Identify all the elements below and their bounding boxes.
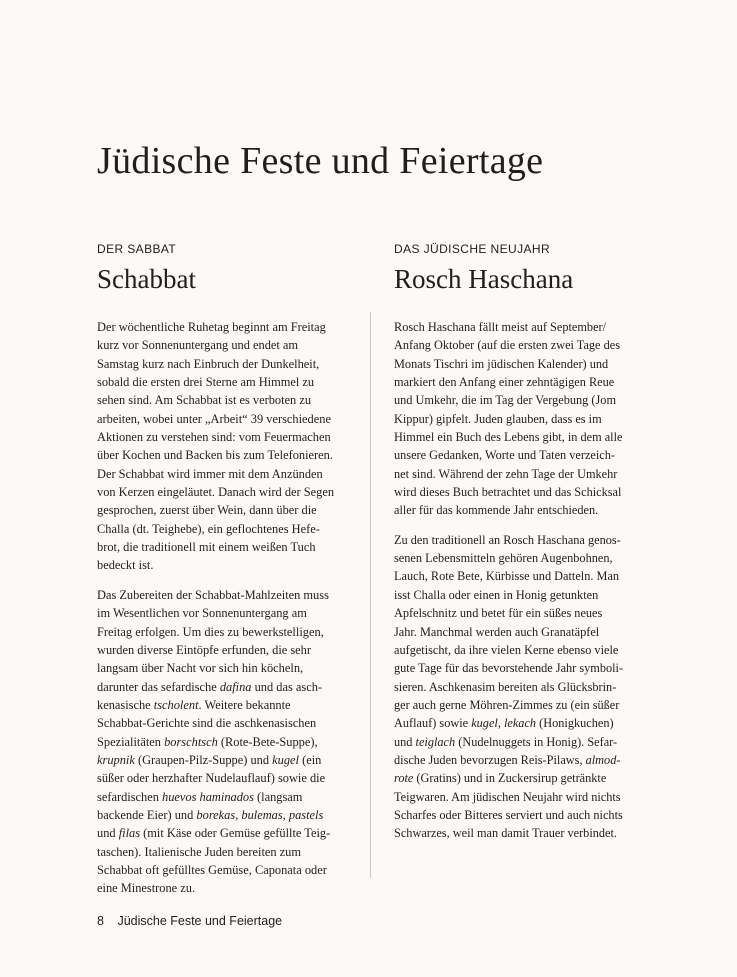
text-line [97, 465, 347, 483]
text-run: (Rote-Bete-Suppe), [217, 734, 318, 749]
text-line [97, 696, 347, 714]
section-heading-rosch-haschana: Rosch Haschana [394, 264, 574, 294]
text-line [394, 714, 649, 732]
text-run: Aktionen zu verstehen sind: vom Feuermachen [97, 430, 331, 445]
text-run: ger auch gerne Möhren-Zimmes zu (ein süßer [394, 697, 620, 712]
text-line [97, 604, 347, 622]
text-line [97, 586, 347, 604]
paragraph-gap [394, 520, 649, 531]
text-run: Monats Tischri im jüdischen Kalender) und [394, 356, 609, 371]
text-run: und das asch- [251, 679, 323, 694]
text-run: im Wesentlichen vor Sonnenuntergang am [97, 606, 307, 621]
text-run: aufgetischt, da ihre vielen Kerne ebenso viele [394, 642, 619, 657]
text-run: Challa (dt. Teighebe), ein geflochtenes Hefe- [97, 521, 320, 536]
text-line [97, 428, 347, 446]
text-line [97, 861, 347, 879]
text-run: Spezialitäten [97, 734, 165, 749]
text-line [97, 659, 347, 677]
text-line [394, 641, 649, 659]
text-run: (Honigkuchen) [536, 716, 614, 731]
text-line [97, 788, 347, 806]
text-line [97, 714, 347, 732]
text-line [394, 733, 649, 751]
text-run: (mit Käse oder Gemüse gefüllte Teig- [140, 826, 331, 841]
text-line [394, 567, 649, 585]
text-run: sehen sind. Am Schabbat ist es verboten zu [97, 393, 312, 408]
text-run: Zu den traditionell an Rosch Haschana genos- [394, 532, 621, 547]
text-line [394, 318, 649, 336]
page-number: 8 [97, 914, 104, 928]
italic-term: almod- [585, 752, 621, 767]
text-line [97, 410, 347, 428]
text-run: kurz vor Sonnenuntergang und endet am [97, 338, 299, 353]
text-line [394, 751, 649, 769]
column-neujahr [394, 240, 649, 843]
text-line [394, 373, 649, 391]
text-line [97, 520, 347, 538]
running-title: Jüdische Feste und Feiertage [117, 914, 283, 928]
text-line [394, 788, 649, 806]
text-run: Der wöchentliche Ruhetag beginnt am Freitag [97, 320, 326, 334]
text-line [97, 879, 347, 897]
text-run: und Umkehr, die im Tag der Vergebung (Jom [394, 393, 617, 408]
text-run: sefardischen [97, 789, 163, 804]
italic-term: filas [118, 826, 141, 841]
text-line [394, 623, 649, 641]
text-run: darunter das sefardische [97, 679, 220, 694]
text-run: Das Zubereiten der Schabbat-Mahlzeiten muss [97, 587, 329, 602]
text-line [97, 483, 347, 501]
section-body-schabbat [97, 318, 347, 898]
text-run: sobald die ersten drei Sterne am Himmel zu [97, 375, 315, 390]
column-sabbat [97, 240, 347, 898]
text-run: Kippur) gipfelt. Juden glauben, dass es im [394, 411, 602, 426]
text-line [97, 806, 347, 824]
text-line [394, 586, 649, 604]
text-run: bedeckt ist. [97, 558, 154, 573]
text-run: . Weitere bekannte [198, 697, 291, 712]
text-line [97, 733, 347, 751]
text-run: und [394, 734, 416, 749]
text-line [97, 556, 347, 574]
text-run: brot, die traditionell mit einem weißen Tuch [97, 540, 316, 555]
section-body-rosch-haschana [394, 318, 649, 843]
text-run: unsere Gedanken, Worte und Taten verzeich- [394, 448, 615, 463]
text-line [97, 355, 347, 373]
text-run: Freitag erfolgen. Um dies zu bewerkstelligen, [97, 624, 324, 639]
text-line [97, 318, 347, 336]
text-run: Lauch, Rote Bete, Kürbisse und Datteln. Man [394, 569, 620, 584]
text-run: Auflauf) sowie [394, 716, 472, 731]
text-line [97, 641, 347, 659]
text-line [394, 336, 649, 354]
text-run: (Nudelnuggets in Honig). Sefar- [455, 734, 618, 749]
text-line [97, 373, 347, 391]
section-heading-schabbat: Schabbat [97, 264, 196, 294]
text-line [394, 696, 649, 714]
text-run: senen Lebensmitteln gehören Augenbohnen, [394, 551, 613, 566]
text-run: Himmel ein Buch des Lebens gibt, in dem alle [394, 430, 623, 445]
text-run: Schwarzes, weil man damit Trauer verbindet. [394, 826, 617, 841]
text-run: Teigwaren. Am jüdischen Neujahr wird nichts [394, 789, 621, 804]
text-run: backende Eier) und [97, 807, 197, 822]
text-line [394, 410, 649, 428]
italic-term: huevos haminados [162, 789, 254, 804]
text-line [97, 538, 347, 556]
text-run: (ein [299, 752, 322, 767]
italic-term: dafina [219, 679, 252, 694]
text-run: Samstag kurz nach Einbruch der Dunkelheit, [97, 356, 320, 371]
text-line [394, 549, 649, 567]
page-footer [97, 914, 282, 928]
text-line [394, 659, 649, 677]
text-line [394, 769, 649, 787]
text-line [97, 391, 347, 409]
text-line [394, 806, 649, 824]
text-run: markiert den Anfang einer zehntägigen Reue [394, 375, 615, 390]
text-run: arbeiten, wobei unter „Arbeit“ 39 verschiedene [97, 411, 331, 426]
text-run: aller für das kommende Jahr entschieden. [394, 503, 599, 518]
italic-term: borekas, bulemas, pastels [196, 807, 324, 822]
text-line [97, 623, 347, 641]
text-run: Der Schabbat wird immer mit dem Anzünden [97, 466, 323, 481]
text-run: (Graupen-Pilz-Suppe) und [134, 752, 273, 767]
text-run: dische Juden bevorzugen Reis-Pilaws, [394, 752, 586, 767]
text-run: Rosch Haschana fällt meist auf September/ [394, 320, 607, 334]
text-run: Apfelschnitz und betet für ein süßes neues [394, 606, 603, 621]
text-run: langsam über Nacht vor sich hin köcheln, [97, 661, 304, 676]
text-line [97, 336, 347, 354]
italic-term: rote [394, 771, 414, 786]
text-run: Jahr. Manchmal werden auch Granatäpfel [394, 624, 600, 639]
text-line [394, 531, 649, 549]
text-line [394, 604, 649, 622]
text-line [394, 465, 649, 483]
text-run: isst Challa oder einen in Honig getunkten [394, 587, 599, 602]
text-line [97, 751, 347, 769]
text-line [394, 678, 649, 696]
text-run: taschen). Italienische Juden bereiten zum [97, 844, 302, 859]
italic-term: krupnik [97, 752, 135, 767]
italic-term: kugel, lekach [471, 716, 537, 731]
italic-term: borschtsch [164, 734, 218, 749]
text-line [394, 355, 649, 373]
italic-term: tscholent [153, 697, 199, 712]
paragraph-gap [97, 575, 347, 586]
text-run: von Kerzen eingeläutet. Danach wird der Segen [97, 485, 335, 500]
section-kicker-neujahr: DAS JÜDISCHE NEUJAHR [394, 242, 551, 256]
text-run: Scharfes oder Bitteres serviert und auch nichts [394, 807, 623, 822]
text-line [394, 483, 649, 501]
text-run: wurden diverse Eintöpfe erfunden, die sehr [97, 642, 312, 657]
text-run: sieren. Aschkenasim bereiten als Glücksbrin- [394, 679, 617, 694]
text-line [394, 428, 649, 446]
text-line [97, 501, 347, 519]
text-run: (Gratins) und in Zuckersirup getränkte [413, 771, 607, 786]
text-run: Schabbat-Gerichte sind die aschkenasischen [97, 716, 317, 731]
text-run: wird dieses Buch betrachtet und das Schicksal [394, 485, 622, 500]
text-run: Schabbat oft gefülltes Gemüse, Caponata oder [97, 862, 327, 877]
text-line [394, 446, 649, 464]
text-run: gesprochen, zuerst über Wein, dann über die [97, 503, 317, 518]
text-line [97, 843, 347, 861]
text-run: über Kochen und Backen bis zum Telefonieren. [97, 448, 333, 463]
text-run: Anfang Oktober (auf die ersten zwei Tage des [394, 338, 620, 353]
text-run: süßer oder herzhafter Nudelauflauf) sowie die [97, 771, 326, 786]
text-run: gute Tage für das bevorstehende Jahr symboli- [394, 661, 624, 676]
text-line [394, 501, 649, 519]
text-run: und [97, 826, 119, 841]
text-line [97, 446, 347, 464]
text-line [97, 824, 347, 842]
italic-term: teiglach [415, 734, 456, 749]
text-line [97, 769, 347, 787]
text-run: net sind. Während der zehn Tage der Umkehr [394, 466, 618, 481]
text-line [394, 391, 649, 409]
text-line [97, 678, 347, 696]
column-divider [370, 312, 371, 878]
text-line [394, 824, 649, 842]
text-run: kenasische [97, 697, 154, 712]
page-title: Jüdische Feste und Feiertage [97, 140, 544, 182]
text-run: (langsam [253, 789, 303, 804]
section-kicker-sabbat: DER SABBAT [97, 242, 177, 256]
text-run: eine Minestrone zu. [97, 881, 196, 896]
italic-term: kugel [272, 752, 299, 767]
